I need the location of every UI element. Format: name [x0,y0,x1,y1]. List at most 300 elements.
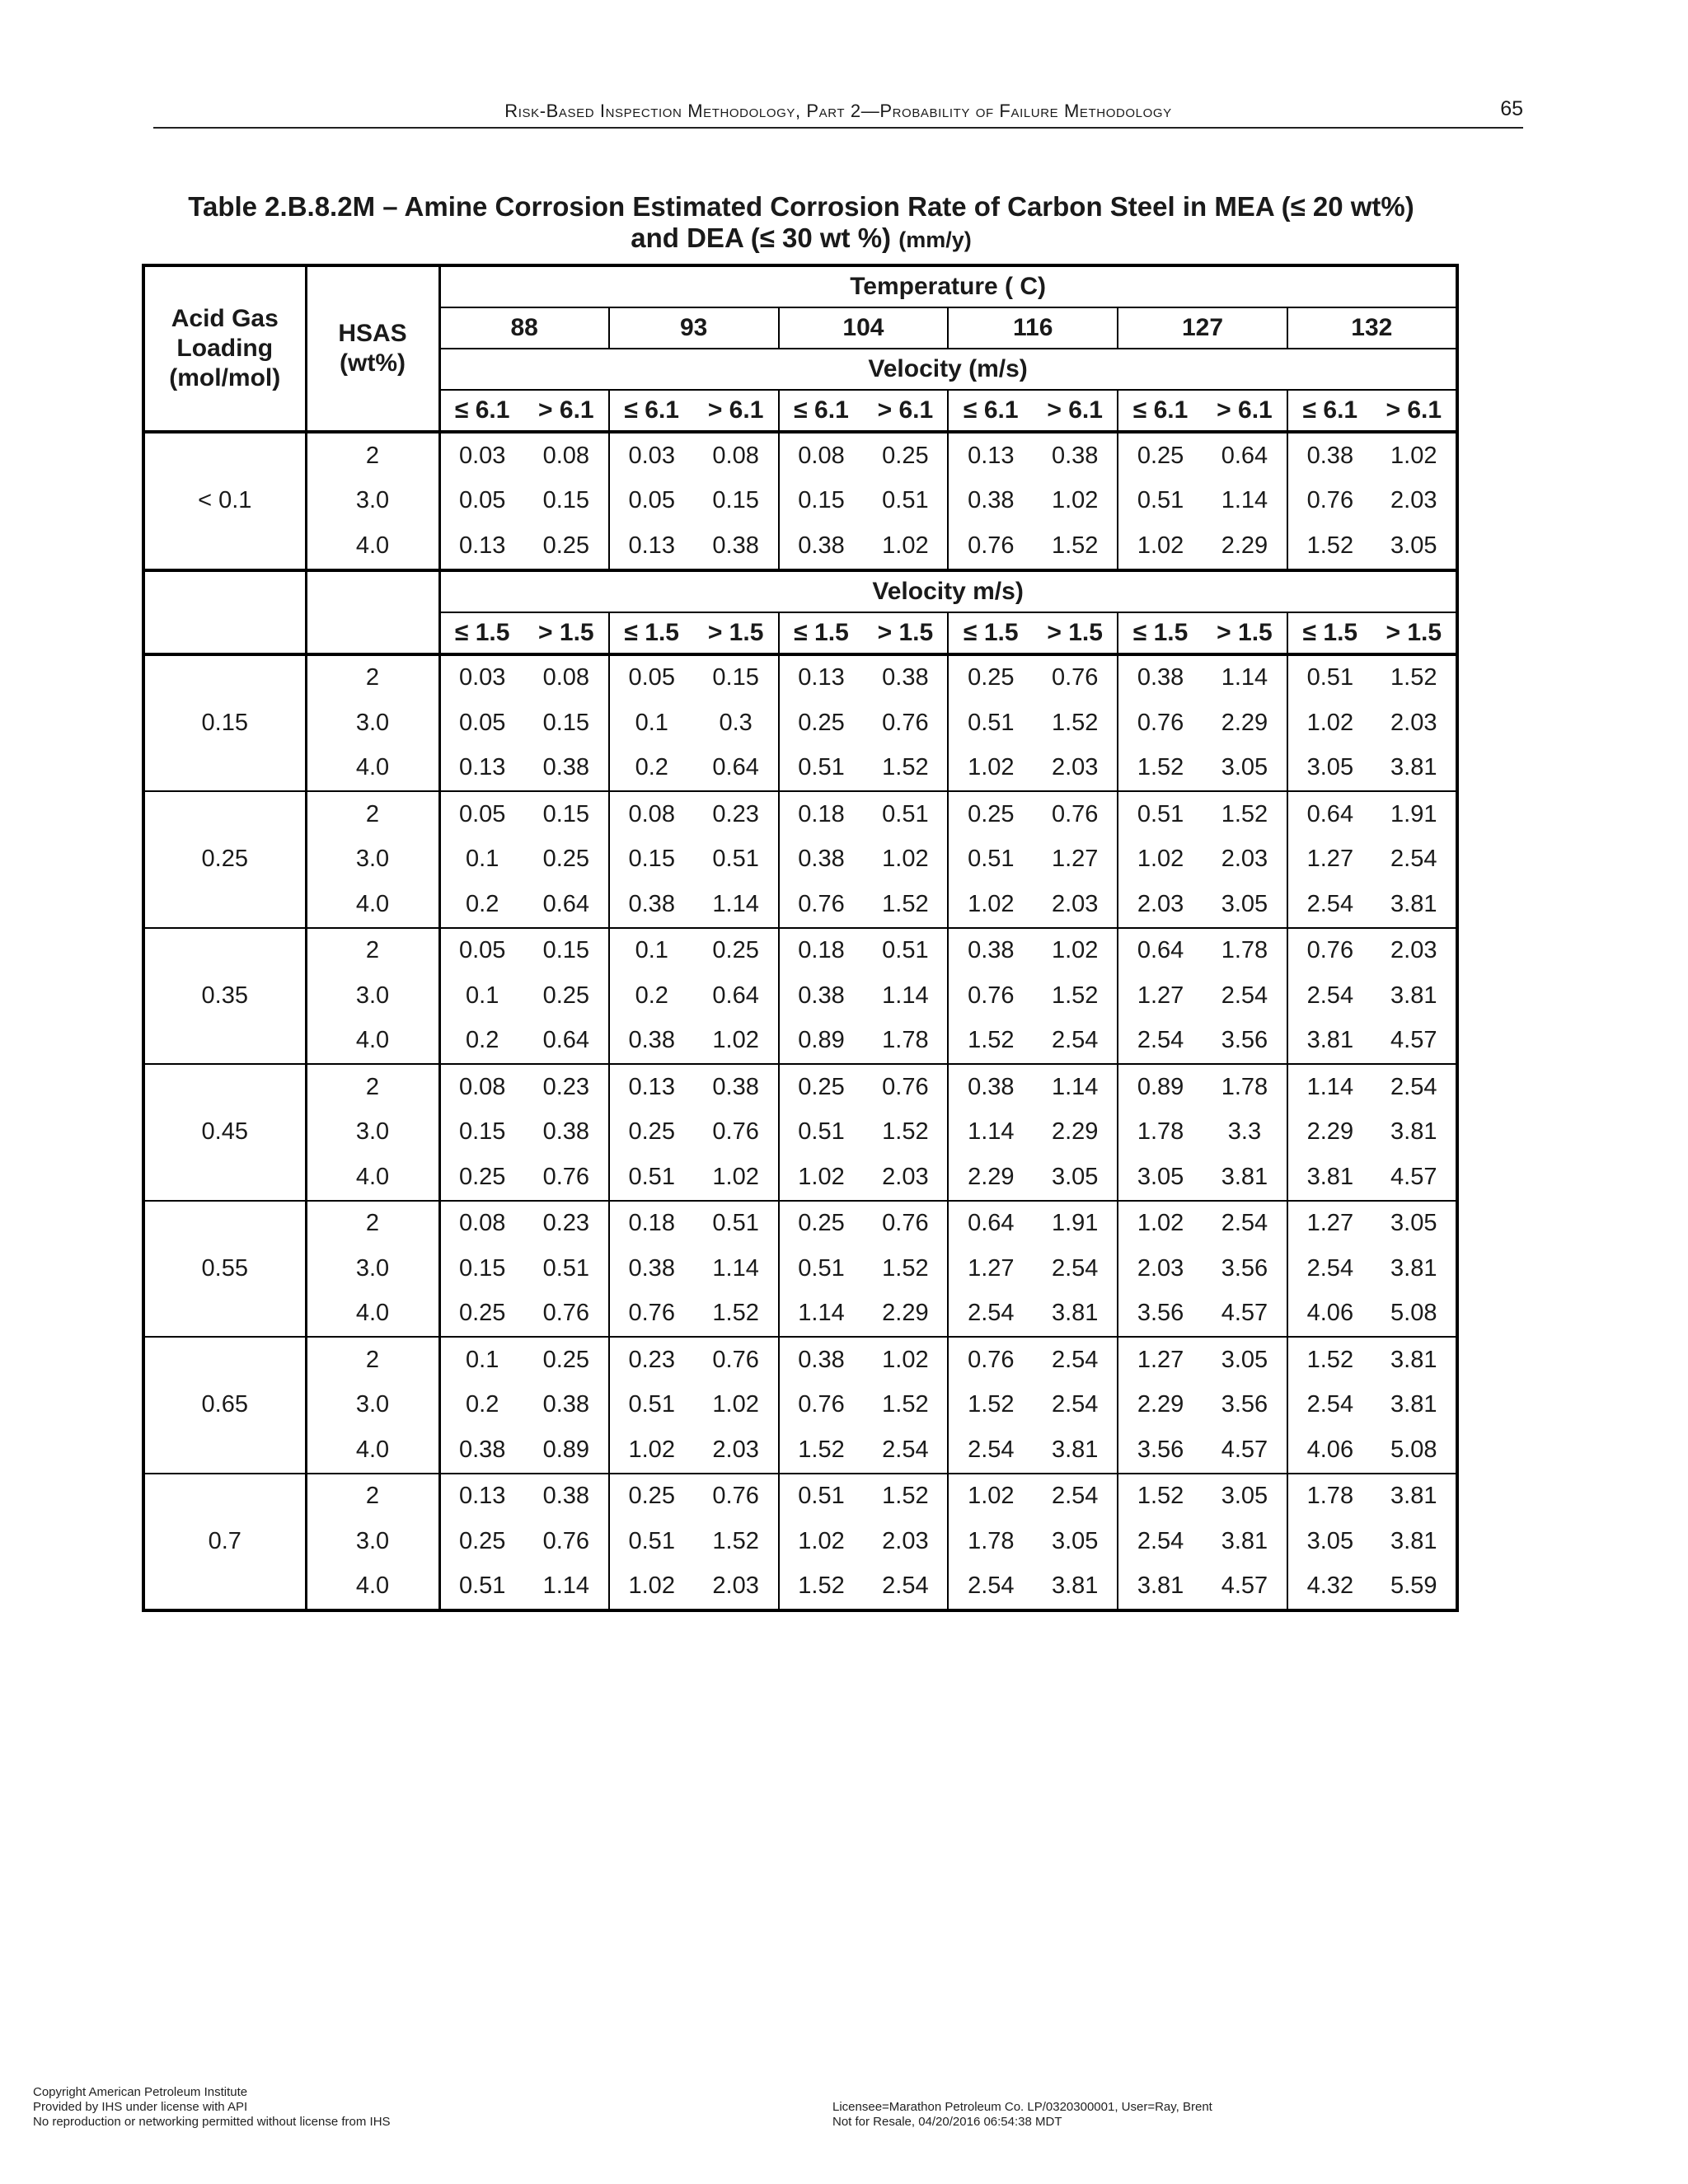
rate-cell: 0.25 [948,791,1033,837]
rate-cell: 0.76 [882,709,929,736]
rate-cell: 0.08 [694,432,779,479]
rate-cell: 1.02 [1372,432,1457,479]
rate-cell: 2.29 [1287,1110,1372,1155]
hsas-cell: 4.0 [306,1019,439,1065]
rate-cell: 0.64 [712,754,759,781]
rate-cell: 0.64 [1287,791,1372,837]
temperature-label: 132 [1287,307,1457,349]
rate-cell: 0.76 [1033,791,1118,837]
rate-cell: 4.57 [1390,1163,1437,1190]
temperature-label: 104 [779,307,949,349]
rate-cell: 0.18 [779,928,864,974]
rate-cell: 0.23 [524,1064,609,1110]
hsas-cell: 2 [306,1064,439,1110]
rate-cell: 1.52 [882,1391,929,1418]
rate-cell: 0.38 [712,532,759,559]
rate-cell: 1.02 [779,1519,864,1564]
rate-cell: 0.51 [863,791,948,837]
rate-cell: 0.13 [609,1064,694,1110]
hsas-cell: 4.0 [306,523,439,570]
rate-cell: 1.14 [1203,654,1287,701]
rate-cell: 1.78 [1287,1474,1372,1520]
rate-cell: 0.25 [863,432,948,479]
rate-cell: 3.05 [1287,746,1372,792]
rate-cell: 1.78 [1118,1110,1203,1155]
rate-cell: 3.81 [1390,982,1437,1009]
rate-cell: 1.78 [948,1519,1033,1564]
rate-cell: 1.52 [863,1474,948,1520]
rate-cell: 0.23 [694,791,779,837]
table-row [143,570,1457,612]
rate-cell: 1.91 [1372,791,1457,837]
velocity-label: ≤ 1.5 [609,612,694,654]
velocity-label: > 1.5 [863,612,948,654]
acid-gas-loading-cell: 0.7 [143,1474,306,1611]
rate-cell: 2.54 [1033,1474,1118,1520]
hsas-cell: 2 [306,928,439,974]
velocity-label: > 6.1 [1372,390,1457,432]
table-row [143,1155,1457,1201]
rate-cell: 1.52 [712,1300,759,1327]
rate-cell: 0.38 [1033,432,1118,479]
rate-cell: 1.52 [1287,1337,1372,1383]
temperature-label: 93 [609,307,779,349]
rate-cell: 0.38 [542,754,590,781]
rate-cell: 0.38 [779,837,864,883]
rate-cell: 0.51 [779,1474,864,1520]
rate-cell: 0.13 [439,1474,524,1520]
velocity-header: Velocity m/s) [439,570,1457,612]
rate-cell: 0.25 [948,654,1033,701]
rate-cell: 0.38 [779,523,864,570]
acid-gas-loading-cell: < 0.1 [143,432,306,570]
velocity-label: > 1.5 [1372,612,1457,654]
rate-cell: 0.15 [439,1110,524,1155]
rate-cell: 3.81 [1287,1019,1372,1065]
table-row [143,1474,1457,1520]
hsas-cell: 4.0 [306,1427,439,1474]
rate-cell: 1.02 [882,846,929,873]
rate-cell: 0.23 [524,1201,609,1247]
table-row [143,1564,1457,1611]
rate-cell: 1.02 [1118,523,1203,570]
rate-cell: 2.54 [1287,1383,1372,1428]
rate-cell: 1.02 [779,1155,864,1201]
rate-cell: 4.57 [1390,1027,1437,1054]
rate-cell: 2.54 [948,1291,1033,1338]
rate-cell: 1.27 [1118,1337,1203,1383]
rate-cell: 1.52 [779,1564,864,1611]
rate-cell: 0.76 [1033,654,1118,701]
hsas-cell: 2 [306,1474,439,1520]
rate-cell: 2.54 [1118,1519,1203,1564]
acid-gas-loading-cell: 0.65 [143,1337,306,1474]
rate-cell: 1.52 [712,1527,759,1554]
acid-gas-loading-cell: 0.25 [143,791,306,928]
rate-cell: 0.89 [779,1019,864,1065]
rate-cell: 1.52 [1287,523,1372,570]
rate-cell: 0.38 [609,1246,694,1291]
velocity-label: ≤ 6.1 [439,390,524,432]
rate-cell: 3.81 [1390,1118,1437,1146]
hsas-cell: 4.0 [306,882,439,928]
rate-cell: 1.02 [948,1474,1033,1520]
rate-cell: 0.76 [542,1527,590,1554]
velocity-label: > 6.1 [1033,390,1118,432]
rate-cell: 2.54 [1390,846,1437,873]
table-row [143,1383,1457,1428]
rate-cell: 0.2 [439,1019,524,1065]
rate-cell: 2.54 [882,1572,929,1600]
rate-cell: 0.51 [779,746,864,792]
rate-cell: 2.29 [1118,1383,1203,1428]
rate-cell: 0.23 [609,1337,694,1383]
table-row [143,791,1457,837]
table-row [143,1019,1457,1065]
rate-cell: 1.52 [882,754,929,781]
rate-cell: 1.14 [542,1572,590,1600]
rate-cell: 0.2 [609,746,694,792]
caption-line-1: Table 2.B.8.2M – Amine Corrosion Estimated Corrosion Rate of Carbon Steel in MEA (≤ 20 wt%) [188,191,1414,222]
rate-cell: 2.54 [1287,1246,1372,1291]
table-row [143,1064,1457,1110]
rate-cell: 4.57 [1221,1300,1268,1327]
rate-cell: 4.06 [1287,1291,1372,1338]
rate-cell: 2.54 [948,1427,1033,1474]
rate-cell: 0.38 [779,1337,864,1383]
rate-cell: 0.1 [439,973,524,1019]
velocity-label: > 6.1 [863,390,948,432]
footer-license [832,2100,1212,2130]
velocity-header: Velocity (m/s) [439,349,1457,390]
rate-cell: 0.25 [779,1201,864,1247]
rate-cell: 2.29 [948,1155,1033,1201]
hsas-cell: 3.0 [306,1383,439,1428]
running-head [153,97,1523,129]
rate-cell: 0.15 [524,791,609,837]
rate-cell: 2.03 [1051,754,1099,781]
rate-cell: 0.51 [1118,791,1203,837]
rate-cell: 2.03 [1051,890,1099,917]
hsas-cell: 3.0 [306,701,439,746]
rate-cell: 3.81 [1221,1163,1268,1190]
rate-cell: 3.05 [1203,1474,1287,1520]
rate-cell: 0.13 [779,654,864,701]
rate-cell: 3.81 [1051,1300,1099,1327]
rate-cell: 0.51 [1118,479,1203,524]
rate-cell: 0.18 [779,791,864,837]
rate-cell: 4.57 [1221,1572,1268,1600]
rate-cell: 0.51 [712,846,759,873]
rate-cell: 0.76 [712,1118,759,1146]
rate-cell: 0.25 [542,532,590,559]
rate-cell: 0.05 [439,479,524,524]
table-row [143,654,1457,701]
velocity-label: ≤ 6.1 [1118,390,1203,432]
rate-cell: 0.08 [439,1064,524,1110]
table-row [143,265,1457,307]
hsas-cell: 3.0 [306,1519,439,1564]
rate-cell: 3.81 [1390,890,1437,917]
rate-cell: 2.54 [1287,973,1372,1019]
rate-cell: 1.14 [712,890,759,917]
rate-cell: 1.52 [882,1118,929,1146]
rate-cell: 1.52 [1372,654,1457,701]
rate-cell: 3.05 [1287,1519,1372,1564]
velocity-label: > 6.1 [524,390,609,432]
rate-cell: 0.51 [779,1110,864,1155]
rate-cell: 0.25 [1118,432,1203,479]
rate-cell: 0.38 [609,1019,694,1065]
temperature-label: 116 [948,307,1118,349]
rate-cell: 0.25 [542,846,590,873]
rate-cell: 1.52 [882,1254,929,1282]
rate-cell: 0.08 [524,432,609,479]
rate-cell: 0.05 [609,654,694,701]
hsas-cell: 4.0 [306,1564,439,1611]
rate-cell: 0.64 [542,890,590,917]
table-row [143,746,1457,792]
rate-cell: 0.25 [439,1291,524,1338]
rate-cell: 0.03 [439,432,524,479]
rate-cell: 0.64 [542,1027,590,1054]
footer-left-line: Copyright American Petroleum Institute [33,2085,248,2099]
rate-cell: 0.51 [779,1246,864,1291]
running-head-title: Risk-Based Inspection Methodology, Part 2—Probability of Failure Methodology [504,101,1172,121]
velocity-label: ≤ 1.5 [439,612,524,654]
rate-cell: 0.76 [542,1163,590,1190]
acid-gas-loading-cell: 0.15 [143,654,306,792]
rate-cell: 1.14 [1287,1064,1372,1110]
table-row [143,882,1457,928]
rate-cell: 2.54 [1203,1201,1287,1247]
rate-cell: 0.76 [542,1300,590,1327]
rate-cell: 0.51 [694,1201,779,1247]
velocity-label: ≤ 1.5 [779,612,864,654]
rate-cell: 3.81 [1390,754,1437,781]
corrosion-rate-table [142,264,1459,1612]
rate-cell: 3.81 [1390,1391,1437,1418]
velocity-label: > 6.1 [1203,390,1287,432]
rate-cell: 0.76 [1118,701,1203,746]
rate-cell: 2.54 [1051,1391,1099,1418]
rate-cell: 0.15 [524,928,609,974]
rate-cell: 0.38 [524,1474,609,1520]
rate-cell: 1.02 [712,1163,759,1190]
hsas-cell: 3.0 [306,973,439,1019]
rate-cell: 0.03 [609,432,694,479]
rate-cell: 0.25 [694,928,779,974]
rate-cell: 0.76 [948,973,1033,1019]
rate-cell: 1.91 [1033,1201,1118,1247]
rate-cell: 2.54 [1051,1254,1099,1282]
rate-cell: 0.76 [863,1064,948,1110]
caption-line-2 [142,223,1461,255]
temperature-label: 127 [1118,307,1287,349]
rate-cell: 0.03 [439,654,524,701]
rate-cell: 4.57 [1221,1436,1268,1463]
rate-cell: 0.25 [609,1474,694,1520]
rate-cell: 3.81 [1372,1474,1457,1520]
rate-cell: 0.89 [1118,1064,1203,1110]
rate-cell: 0.76 [1287,928,1372,974]
rate-cell: 0.51 [609,1383,694,1428]
rate-cell: 1.52 [1118,1474,1203,1520]
velocity-label: ≤ 6.1 [609,390,694,432]
rate-cell: 1.27 [1051,846,1099,873]
rate-cell: 0.76 [779,882,864,928]
rate-cell: 0.38 [948,928,1033,974]
rate-cell: 0.38 [1287,432,1372,479]
acid-gas-loading-cell: 0.35 [143,928,306,1065]
rate-cell: 0.3 [719,709,753,736]
table-caption [142,191,1461,255]
rate-cell: 2.03 [1390,709,1437,736]
rate-cell: 1.78 [1203,1064,1287,1110]
rate-cell: 3.81 [1390,1254,1437,1282]
rate-cell: 0.38 [609,882,694,928]
rate-cell: 0.15 [439,1246,524,1291]
rate-cell: 0.05 [439,701,524,746]
rate-cell: 0.1 [439,837,524,883]
rate-cell: 0.08 [524,654,609,701]
rate-cell: 0.15 [609,837,694,883]
hsas-cell: 3.0 [306,1110,439,1155]
acid-gas-loading-header: Acid Gas Loading (mol/mol) [169,305,281,391]
table-row [143,1519,1457,1564]
rate-cell: 4.32 [1287,1564,1372,1611]
footer-right-line: Not for Resale, 04/20/2016 06:54:38 MDT [832,2115,1062,2129]
rate-cell: 3.05 [1221,754,1268,781]
rate-cell: 2.29 [1221,532,1268,559]
rate-cell: 2.03 [1372,928,1457,974]
rate-cell: 1.52 [1051,982,1099,1009]
acid-gas-loading-cell: 0.45 [143,1064,306,1201]
rate-cell: 0.38 [542,1118,590,1146]
caption-units: (mm/y) [898,227,972,252]
rate-cell: 0.38 [948,1064,1033,1110]
hsas-cell: 3.0 [306,1246,439,1291]
rate-cell: 0.1 [439,1337,524,1383]
table-row [143,1201,1457,1247]
rate-cell: 2.54 [1118,1019,1203,1065]
rate-cell: 0.64 [1203,432,1287,479]
rate-cell: 1.14 [779,1291,864,1338]
velocity-label: ≤ 6.1 [779,390,864,432]
rate-cell: 2.03 [712,1572,759,1600]
table-row [143,973,1457,1019]
rate-cell: 0.51 [609,1519,694,1564]
rate-cell: 0.2 [439,882,524,928]
table-row [143,432,1457,479]
rate-cell: 0.25 [609,1110,694,1155]
rate-cell: 1.52 [1118,746,1203,792]
rate-cell: 2.54 [882,1436,929,1463]
table-row [143,523,1457,570]
rate-cell: 1.52 [779,1427,864,1474]
rate-cell: 1.02 [712,1027,759,1054]
rate-cell: 2.54 [1051,1027,1099,1054]
rate-cell: 0.51 [1287,654,1372,701]
rate-cell: 0.2 [439,1383,524,1428]
rate-cell: 0.76 [948,523,1033,570]
rate-cell: 3.56 [1221,1027,1268,1054]
rate-cell: 1.52 [1203,791,1287,837]
hsas-cell: 4.0 [306,1155,439,1201]
rate-cell: 5.08 [1390,1300,1437,1327]
table-row [143,1337,1457,1383]
rate-cell: 1.78 [1203,928,1287,974]
table-row [143,1427,1457,1474]
rate-cell: 1.02 [609,1564,694,1611]
rate-cell: 0.25 [779,1064,864,1110]
rate-cell: 0.51 [609,1155,694,1201]
rate-cell: 1.02 [948,746,1033,792]
rate-cell: 1.02 [1118,837,1203,883]
rate-cell: 1.52 [948,1019,1033,1065]
rate-cell: 5.59 [1390,1572,1437,1600]
rate-cell: 0.18 [609,1201,694,1247]
rate-cell: 1.02 [712,1391,759,1418]
rate-cell: 2.03 [1390,487,1437,514]
rate-cell: 1.27 [1287,837,1372,883]
rate-cell: 3.81 [1051,1572,1099,1600]
table-row [143,701,1457,746]
rate-cell: 2.54 [1221,982,1268,1009]
rate-cell: 2.29 [1051,1118,1099,1146]
rate-cell: 0.64 [948,1201,1033,1247]
rate-cell: 0.51 [882,487,929,514]
hsas-cell: 2 [306,791,439,837]
rate-cell: 3.81 [1287,1155,1372,1201]
rate-cell: 2.54 [1033,1337,1118,1383]
rate-cell: 0.25 [779,701,864,746]
acid-gas-loading-cell: 0.55 [143,1201,306,1338]
rate-cell: 5.08 [1390,1436,1437,1463]
rate-cell: 0.89 [542,1436,590,1463]
rate-cell: 0.76 [779,1383,864,1428]
rate-cell: 0.51 [439,1564,524,1611]
page-number: 65 [1500,97,1523,120]
rate-cell: 1.27 [948,1246,1033,1291]
rate-cell: 0.25 [542,982,590,1009]
rate-cell: 1.52 [1051,709,1099,736]
rate-cell: 3.05 [1203,1337,1287,1383]
rate-cell: 1.27 [1287,1201,1372,1247]
rate-cell: 0.2 [609,973,694,1019]
velocity-label: > 1.5 [524,612,609,654]
rate-cell: 1.14 [1033,1064,1118,1110]
rate-cell: 0.05 [609,479,694,524]
rate-cell: 3.81 [1372,1337,1457,1383]
rate-cell: 0.1 [609,928,694,974]
rate-cell: 0.38 [694,1064,779,1110]
rate-cell: 0.25 [439,1519,524,1564]
velocity-label: > 1.5 [1033,612,1118,654]
rate-cell: 0.64 [1118,928,1203,974]
temperature-header: Temperature ( C) [439,265,1457,307]
rate-cell: 0.25 [524,1337,609,1383]
rate-cell: 0.13 [439,523,524,570]
rate-cell: 0.08 [609,791,694,837]
rate-cell: 0.15 [542,487,590,514]
rate-cell: 0.76 [863,1201,948,1247]
rate-cell: 0.08 [779,432,864,479]
rate-cell: 0.38 [542,1391,590,1418]
rate-cell: 3.05 [1051,1527,1099,1554]
rate-cell: 0.76 [694,1474,779,1520]
hsas-cell: 2 [306,432,439,479]
